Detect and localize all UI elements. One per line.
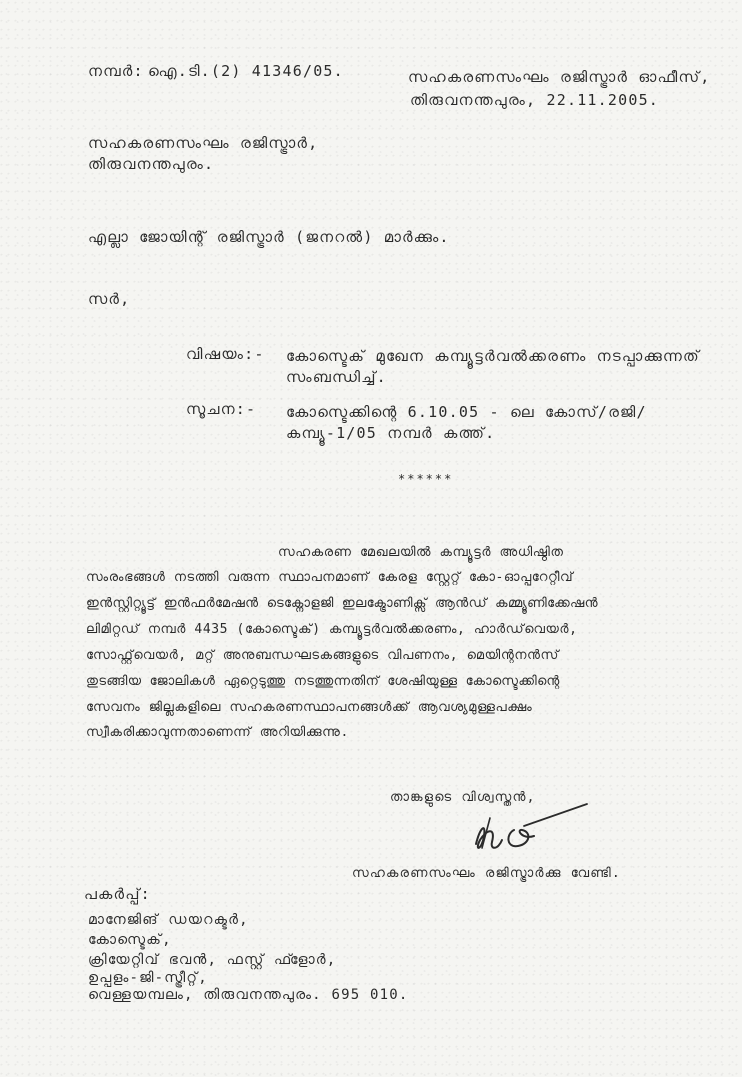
body-line-7: സേവനം ജില്ലകളിലെ സഹകരണസ്ഥാപനങ്ങൾക്ക് ആവശ്യമുള്ളപക്ഷം bbox=[86, 700, 533, 715]
reference-line-1: കോസ്ടെക്കിന്റെ 6.10.05 - ലെ കോസ്/രജി/ bbox=[286, 403, 647, 421]
copy-to-line-1: മാനേജിങ് ഡയറക്ടർ, bbox=[88, 912, 249, 928]
reference-label: സൂചന:- bbox=[186, 400, 257, 418]
body-line-2: സംരംഭങ്ങൾ നടത്തി വരുന്ന സ്ഥാപനമാണ് കേരള സ്റ്റേറ്റ് കോ-ഓപ്പറേറ്റീവ് bbox=[86, 570, 574, 585]
copy-to-line-5: വെള്ളയമ്പലം, തിരുവനന്തപുരം. 695 010. bbox=[88, 987, 409, 1003]
salutation: സർ, bbox=[88, 290, 131, 308]
reference-number-label: നമ്പർ: bbox=[88, 62, 144, 80]
office-name: സഹകരണസംഘം രജിസ്ട്രാർ ഓഫീസ്, bbox=[408, 68, 711, 86]
body-line-6: തുടങ്ങിയ ജോലികൾ ഏറ്റെടുത്തു നടത്തുന്നതിന് ശേഷിയുള്ള കോസ്ടെക്കിന്റെ bbox=[86, 674, 560, 689]
separator-stars: ****** bbox=[398, 472, 454, 486]
recipient: എല്ലാ ജോയിന്റ് രജിസ്ട്രാർ (ജനറൽ) മാർക്കും. bbox=[88, 228, 450, 246]
copy-to-line-2: കോസ്ടെക്, bbox=[88, 932, 172, 948]
closing-yours: താങ്കളുടെ വിശ്വസ്തൻ, bbox=[390, 790, 536, 805]
reference-number: ഐ.ടി.(2) 41346/05. bbox=[148, 62, 344, 80]
subject-label: വിഷയം:- bbox=[186, 345, 265, 363]
signature bbox=[462, 800, 592, 870]
body-line-4: ലിമിറ്റഡ് നമ്പർ 4435 (കോസ്ടെക്) കമ്പ്യൂട്ടർവൽക്കരണം, ഹാർഡ്‌വെയർ, bbox=[86, 622, 578, 637]
signatory: സഹകരണസംഘം രജിസ്ട്രാർക്കു വേണ്ടി. bbox=[352, 866, 621, 881]
sender-place: തിരുവനന്തപുരം. bbox=[88, 155, 215, 173]
sender-title: സഹകരണസംഘം രജിസ്ട്രാർ, bbox=[88, 134, 319, 152]
body-line-5: സോഫ്റ്റ്‌വെയർ, മറ്റ് അനുബന്ധഘടകങ്ങളുടെ വിപണനം, മെയിന്റനൻസ് bbox=[86, 648, 559, 663]
body-line-1: സഹകരണ മേഖലയിൽ കമ്പ്യൂട്ടർ അധിഷ്ഠിത bbox=[278, 545, 564, 560]
reference-line-2: കമ്പ്യൂ-1/05 നമ്പർ കത്ത്. bbox=[286, 424, 496, 442]
body-line-3: ഇൻസ്റ്റിറ്റ്യൂട്ട് ഇൻഫർമേഷൻ ടെക്നോളജി ഇലക്ട്രോണിക്സ് ആൻഡ് കമ്മ്യൂണിക്കേഷൻ bbox=[86, 596, 598, 611]
copy-to-line-4: ഉപ്പളം-ജി-സ്ട്രീറ്റ്, bbox=[88, 970, 208, 986]
body-line-8: സ്വീകരിക്കാവുന്നതാണെന്ന് അറിയിക്കുന്നു. bbox=[86, 725, 349, 740]
copy-to-line-3: ക്രിയേറ്റിവ് ഭവൻ, ഫസ്റ്റ് ഫ്ളോർ, bbox=[88, 952, 337, 968]
copy-to-label: പകർപ്പ്: bbox=[84, 885, 151, 903]
subject-line-2: സംബന്ധിച്ച്. bbox=[286, 368, 387, 386]
place-and-date: തിരുവനന്തപുരം, 22.11.2005. bbox=[410, 91, 660, 109]
subject-line-1: കോസ്ടെക് മുഖേന കമ്പ്യൂട്ടർവൽക്കരണം നടപ്പാക്കുന്നത് bbox=[286, 347, 700, 365]
